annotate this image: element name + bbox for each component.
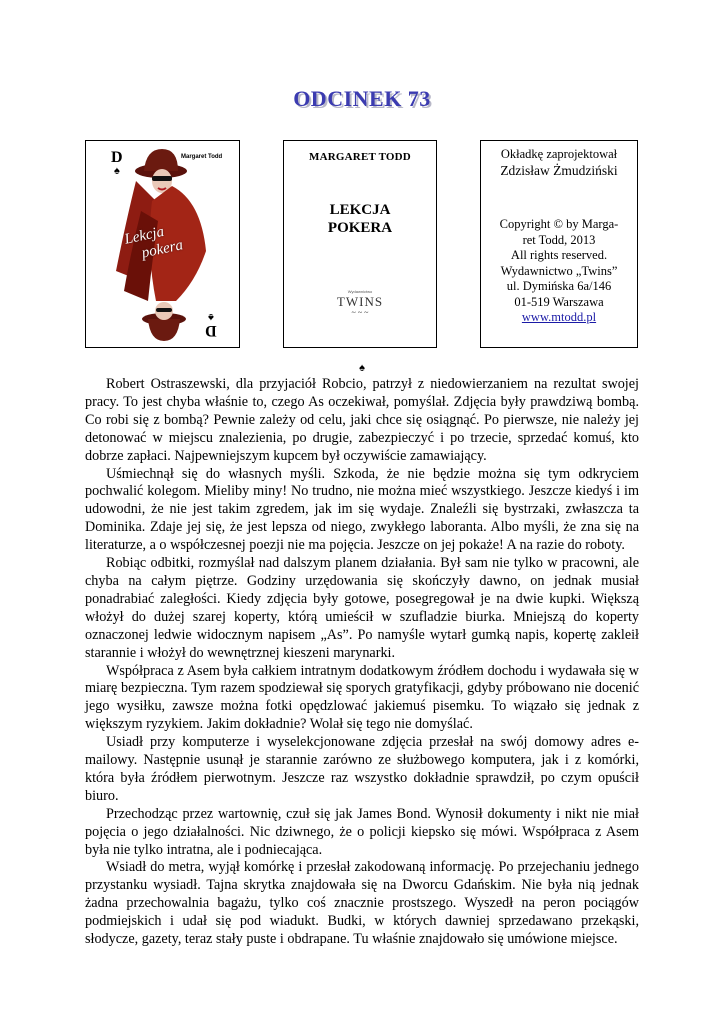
publisher-logo-caption: Wydawnictwo (347, 289, 373, 294)
publisher-logo-swirl: ~ ~ ~ (351, 308, 369, 317)
cover-designer-label: Okładkę zaprojektował (500, 147, 618, 161)
spade-icon: ♠ (114, 165, 120, 177)
cover-author: Margaret Todd (181, 154, 223, 160)
paragraph: Współpraca z Asem była całkiem intratnym dodatkowym źródłem dochodu i wydawała się w miarę bezpieczna. Tym razem spodziewał się sporych gratyfikacji, gdyby próbowano nie docenić jego wysiłku, zawsze można fotki opędzlować jakiemuś pisemku. To wiązało się jednak z większym ryzykiem. Jakim dokładnie? Wolał się tego nie domyślać. (85, 662, 639, 733)
book-cover-image (85, 140, 240, 348)
cover-title-line2: pokera (140, 237, 185, 262)
copyright-line2: ret Todd, 2013 (522, 232, 596, 247)
card-rank-bottom: D (205, 322, 217, 339)
address-street: ul. Dymińska 6a/146 (506, 279, 612, 293)
publisher-logo (334, 289, 386, 316)
publisher-logo-text: TWINS (336, 294, 384, 309)
section-separator-spade-icon: ♠ (359, 362, 365, 374)
paragraph: Robiąc odbitki, rozmyślał nad dalszym planem działania. Był sam nie tylko w pracowni, ale chyba na całym piętrze. Godziny urzędowania się skończyły dawno, on jednak musiał ponadrabiać zaległości. Kiedy zdjęcia były gotowe, posegregował je na dwie kupki. Większą włożył do dużej szarej koperty, którą umieścił w szufladzie biurka. Mniejszą do koperty oznaczonej ledwie widocznym napisem „As”. Po namyśle wytarł gumką napis, kopertę zakleił starannie i włożył do wewnętrznej kieszeni marynarki. (85, 555, 639, 661)
title-page-box (283, 140, 437, 348)
title-page-title (284, 201, 436, 237)
publisher-name: Wydawnictwo „Twins” (500, 263, 618, 278)
card-rank-top: D (111, 149, 123, 166)
address-city: 01-519 Warszawa (514, 294, 604, 309)
title-line2: POKERA (327, 220, 393, 236)
copyright-line1: Copyright © by Marga- (499, 217, 619, 231)
paragraph: Robert Ostraszewski, dla przyjaciół Robcio, patrzył z niedowierzaniem na rezultat swojej pracy. To jest chyba właśnie to, czego As oczekiwał, pomyślał. Zdjęcia były prawdziwą bombą. Co robi się z bombą? Pewnie zależy od celu, jaki chce się osiągnąć. Po pierwsze, nie należy jej detonować w miejscu znalezienia, po drugie, zabezpieczyć i po trzecie, sprzedać komuś, kto dobrze zapłaci. Najpewniejszym kupcem był oczywiście zamawiający. (85, 376, 639, 464)
story-text (85, 376, 639, 949)
paragraph: Usiadł przy komputerze i wyselekcjonowane zdjęcia przesłał na swój domowy adres e-mailowy. Następnie usunął je starannie zarówno ze służbowego komputera, jak i z komórki, która była źródłem pierwotnym. Jeszcze raz wszystko dokładnie sprawdził, po czym opuścił biuro. (85, 734, 639, 804)
cover-designer-name: Zdzisław Żmudziński (500, 162, 618, 178)
rights-reserved: All rights reserved. (510, 248, 608, 262)
page-title: ODCINEK 73 (293, 86, 431, 111)
website-link[interactable]: www.mtodd.pl (521, 310, 597, 324)
paragraph: Uśmiechnął się do własnych myśli. Szkoda, że nie będzie można się tym odkryciem pochwalić kolegom. Mieliby miny! No trudno, nie można mieć wszystkiego. Jeszcze kiedyś i im udowodni, że nie jest takim zgredem, jak im się wydaje. Znaleźli się bystrzaki, zwłaszcza ta Dominika. Zdaje jej się, że jest lepsza od niego, zwykłego laboranta. Albo myśli, że zna się na literaturze, a o współczesnej poezji nie ma pojęcia. Jeszcze on jej pokaże! A na razie do roboty. (85, 465, 639, 554)
title-page-author: MARGARET TODD (309, 151, 411, 163)
credits-box (480, 140, 638, 348)
paragraph: Przechodząc przez wartownię, czuł się jak James Bond. Wynosił dokumenty i nikt nie miał pojęcia o jego działalności. Nic dziwnego, że o policji kiepsko się mówi. Współpraca z Asem była nie tylko intratna, ale i podniecająca. (85, 805, 639, 858)
paragraph: Wsiadł do metra, wyjął komórkę i przesłał zakodowaną informację. Po przejechaniu jednego przystanku wysiadł. Tajna skrytka znajdowała się na Dworcu Gdańskim. Nie była nią jednak żadna przechowalnia bagażu, tylko coś znacznie prostszego. Wyszedł na peron pociągów podmiejskich i udał się pod wiadukt. Budki, w których dawniej sprzedawano przekąski, słodycze, gazety, teraz stały puste i obdrapane. Tu właśnie znajdowało się umówione miejsce. (85, 859, 639, 948)
title-line1: LEKCJA (329, 202, 391, 218)
cover-title-line1: Lekcja (123, 223, 166, 248)
spade-icon: ♠ (208, 311, 214, 323)
